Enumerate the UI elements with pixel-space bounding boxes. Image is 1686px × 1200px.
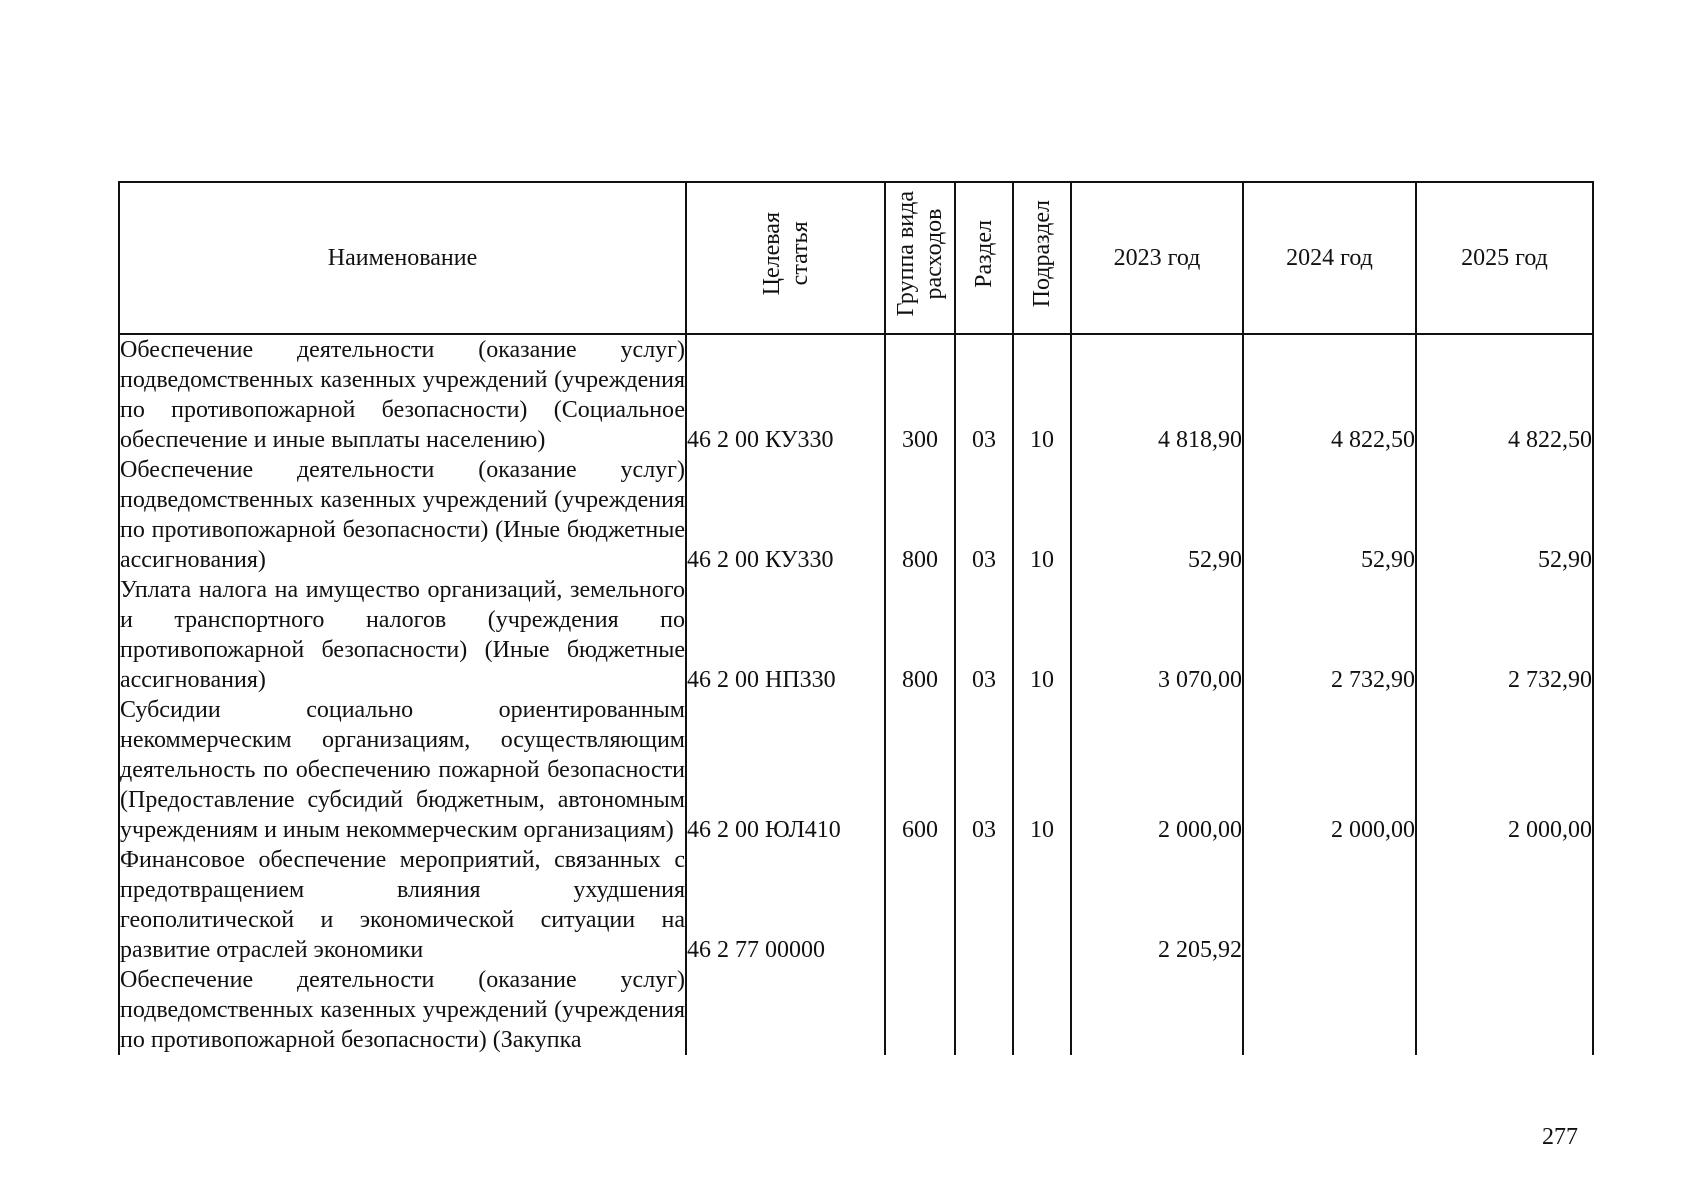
row-section: 03	[955, 575, 1013, 695]
row-2024	[1243, 845, 1416, 965]
row-2023: 2 000,00	[1071, 695, 1243, 845]
row-2025: 2 732,90	[1416, 575, 1593, 695]
header-2025: 2025 год	[1416, 182, 1593, 334]
row-target-article: 46 2 00 НП330	[686, 575, 885, 695]
row-name: Обеспечение деятельности (оказание услуг) подведомственных казенных учреждений (учреждения по противопожарной безопасности) (Закупка	[120, 967, 685, 1053]
row-subsection: 10	[1013, 695, 1071, 845]
table-row	[119, 575, 1593, 695]
row-2024: 4 822,50	[1243, 334, 1416, 455]
header-2024: 2024 год	[1243, 182, 1416, 334]
row-expense-group: 800	[885, 575, 955, 695]
row-target-article: 46 2 77 00000	[686, 845, 885, 965]
header-subsection: Подраздел	[1013, 182, 1071, 334]
row-target-article: 46 2 00 ЮЛ410	[686, 695, 885, 845]
header-section: Раздел	[955, 182, 1013, 334]
header-expense-group: Группа вида расходов	[885, 182, 955, 334]
row-subsection	[1013, 845, 1071, 965]
row-expense-group	[885, 965, 955, 1055]
row-section: 03	[955, 455, 1013, 575]
budget-table	[118, 181, 1594, 1055]
table-row	[119, 334, 1593, 455]
page-number: 277	[1542, 1124, 1578, 1150]
header-name: Наименование	[119, 182, 686, 334]
row-subsection: 10	[1013, 455, 1071, 575]
row-target-article: 46 2 00 КУ330	[686, 455, 885, 575]
row-2024: 52,90	[1243, 455, 1416, 575]
row-subsection: 10	[1013, 575, 1071, 695]
row-2024: 2 000,00	[1243, 695, 1416, 845]
row-section: 03	[955, 695, 1013, 845]
table-row	[119, 695, 1593, 845]
row-2024: 2 732,90	[1243, 575, 1416, 695]
row-2023	[1071, 965, 1243, 1055]
row-expense-group: 600	[885, 695, 955, 845]
row-2023: 2 205,92	[1071, 845, 1243, 965]
row-name: Уплата налога на имущество организаций, земельного и транспортного налогов (учреждения по противопожарной безопасности) (Иные бюджетные ассигнования)	[120, 577, 685, 693]
row-2024	[1243, 965, 1416, 1055]
table-row	[119, 455, 1593, 575]
row-subsection: 10	[1013, 334, 1071, 455]
row-2025: 2 000,00	[1416, 695, 1593, 845]
row-section: 03	[955, 334, 1013, 455]
row-target-article	[686, 965, 885, 1055]
row-expense-group: 300	[885, 334, 955, 455]
row-section	[955, 845, 1013, 965]
row-2025: 4 822,50	[1416, 334, 1593, 455]
table-row	[119, 845, 1593, 965]
row-name: Обеспечение деятельности (оказание услуг) подведомственных казенных учреждений (учреждения по противопожарной безопасности) (Иные бюджетные ассигнования)	[120, 457, 685, 573]
row-target-article: 46 2 00 КУ330	[686, 334, 885, 455]
header-target-article: Целевая статья	[686, 182, 885, 334]
table-row	[119, 965, 1593, 1055]
row-2023: 3 070,00	[1071, 575, 1243, 695]
row-2025: 52,90	[1416, 455, 1593, 575]
row-2023: 52,90	[1071, 455, 1243, 575]
row-name: Финансовое обеспечение мероприятий, связанных с предотвращением влияния ухудшения геополитической и экономической ситуации на развитие отраслей экономики	[120, 847, 685, 963]
row-name: Субсидии социально ориентированным некоммерческим организациям, осуществляющим деятельность по обеспечению пожарной безопасности (Предоставление субсидий бюджетным, автономным учреждениям и иным некоммерческим организациям)	[120, 697, 685, 843]
row-2025	[1416, 845, 1593, 965]
row-section	[955, 965, 1013, 1055]
row-2023: 4 818,90	[1071, 334, 1243, 455]
row-expense-group: 800	[885, 455, 955, 575]
table-header-row	[119, 182, 1593, 334]
row-subsection	[1013, 965, 1071, 1055]
row-2025	[1416, 965, 1593, 1055]
header-2023: 2023 год	[1071, 182, 1243, 334]
row-name: Обеспечение деятельности (оказание услуг) подведомственных казенных учреждений (учреждения по противопожарной безопасности) (Социальное обеспечение и иные выплаты населению)	[119, 334, 686, 455]
row-expense-group	[885, 845, 955, 965]
